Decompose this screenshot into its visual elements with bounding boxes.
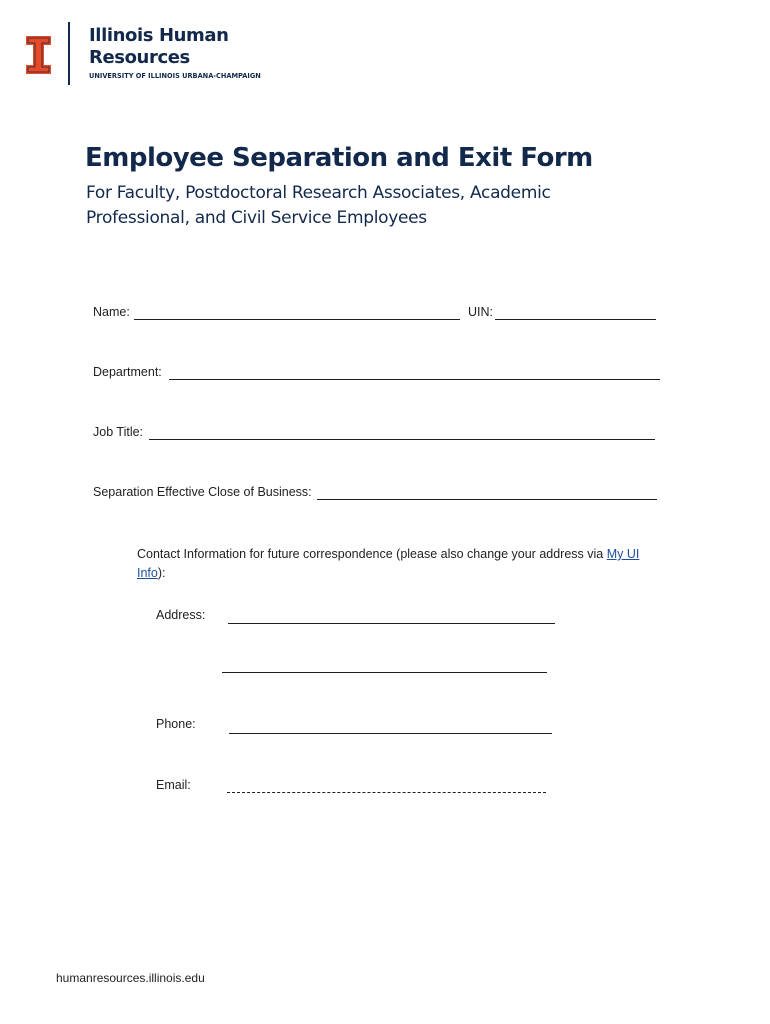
email-label: Email: — [156, 778, 191, 792]
department-label: Department: — [93, 365, 162, 379]
uin-label: UIN: — [468, 305, 493, 319]
footer-url[interactable]: humanresources.illinois.edu — [56, 971, 205, 985]
phone-label: Phone: — [156, 717, 196, 731]
address-line1-field[interactable] — [228, 623, 555, 624]
form-title: Employee Separation and Exit Form — [85, 143, 593, 173]
phone-field[interactable] — [229, 733, 552, 734]
org-title-line2: Resources — [89, 47, 190, 68]
my-ui-info-link[interactable]: My UI Info — [137, 547, 640, 580]
separation-label: Separation Effective Close of Business: — [93, 485, 312, 499]
email-field[interactable] — [227, 792, 546, 793]
logo-divider — [68, 22, 70, 85]
address-line2-field[interactable] — [222, 672, 547, 673]
contact-outro: ): — [157, 566, 166, 580]
contact-intro: Contact Information for future correspondence (please also change your address via — [137, 547, 607, 561]
org-subtitle: UNIVERSITY OF ILLINOIS URBANA-CHAMPAIGN — [89, 72, 261, 80]
job-title-label: Job Title: — [93, 425, 144, 439]
contact-instructions — [137, 545, 662, 583]
department-field[interactable] — [169, 379, 660, 380]
org-title-line1: Illinois Human — [89, 25, 229, 46]
name-label: Name: — [93, 305, 130, 319]
uin-field[interactable] — [495, 319, 656, 320]
name-field[interactable] — [134, 319, 460, 320]
separation-date-field[interactable] — [317, 499, 657, 500]
job-title-field[interactable] — [149, 439, 655, 440]
block-i-logo-icon — [26, 36, 51, 74]
org-title — [89, 25, 229, 69]
address-label: Address: — [156, 608, 206, 622]
form-subtitle: For Faculty, Postdoctoral Research Associates, Academic Professional, and Civil Service Employees — [86, 183, 551, 228]
